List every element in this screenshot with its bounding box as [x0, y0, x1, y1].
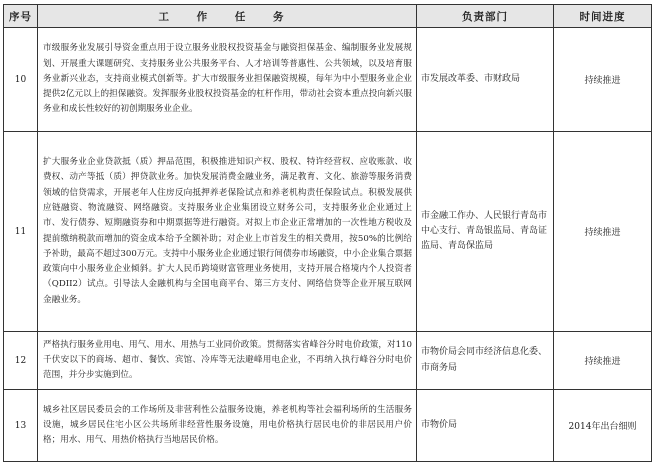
row-task: 严格执行服务业用电、用气、用水、用热与工业同价政策。贯彻落实省峰谷分时电价政策，对110千伏安以下的商场、超市、餐饮、宾馆、冷库等无法避峰用电企业，不再纳入执行峰谷分时电价范围，并分步实施到位。	[38, 332, 417, 390]
row-dept: 市物价局会同市经济信息化委、市商务局	[417, 332, 554, 390]
header-task: 工 作 任 务	[38, 5, 417, 28]
row-number: 13	[4, 390, 38, 462]
header-time: 时间进度	[554, 5, 652, 28]
header-no: 序号	[4, 5, 38, 28]
row-time: 2014年出台细则	[554, 390, 652, 462]
row-time: 持续推进	[554, 332, 652, 390]
row-dept: 市物价局	[417, 390, 554, 462]
row-dept: 市发展改革委、市财政局	[417, 28, 554, 132]
row-task: 城乡社区居民委员会的工作场所及非营利性公益服务设施，养老机构等社会福利场所的生活服务设施，城乡居民住宅小区公共场所非经营性服务设施，用电价格执行居民电价的非居民用户价格；用水、用气、用热价格执行当地居民价格。	[38, 390, 417, 462]
table-row	[4, 390, 652, 462]
row-task: 扩大服务业企业贷款抵（质）押品范围，积极推进知识产权、股权、特许经营权、应收账款、收费权、动产等抵（质）押贷款业务。加快发展消费金融业务，满足教育、文化、旅游等服务消费领域的信贷需求，开展老年人住房反向抵押养老保险试点和养老机构责任保险试点。积极发展供应链融资、物流融资、网络融资。支持服务业企业集团设立财务公司，支持服务业企业通过上市、发行债券、短期融资券和中期票据等进行融资。对拟上市企业正常增加的一次性地方税收及提前缴纳税款而增加的资金成本给予全额补助；对企业上市首发生的相关费用，按50%的比例给予补助，最高不超过300万元。支持中小服务业企业通过银行间债券市场融资，中小企业集合票据政策向中小服务业企业倾斜。扩大人民币跨境财富管理业务使用，支持开展合格境内个人投资者（QDII2）试点。引导法人金融机构与全国电商平台、第三方支付、网络信贷等企业开展互联网金融业务。	[38, 132, 417, 332]
table-header	[4, 5, 652, 28]
row-dept: 市金融工作办、人民银行青岛市中心支行、青岛银监局、青岛证监局、青岛保监局	[417, 132, 554, 332]
row-task: 市级服务业发展引导资金重点用于设立服务业股权投资基金与融资担保基金、编制服务业发展规划、开展重大课题研究、支持服务业公共服务平台、人才培训等普惠性、公共领域，以及培育服务业新兴业态，支持商业模式创新等。扩大市级服务业担保融资规模，每年为中小型服务业企业提供2亿元以上的担保融资。发挥服务业股权投资基金的杠杆作用，带动社会资本重点投向新兴服务业和成长性较好的初创期服务业企业。	[38, 28, 417, 132]
table-row	[4, 132, 652, 332]
table-row	[4, 332, 652, 390]
row-number: 12	[4, 332, 38, 390]
header-dept: 负责部门	[417, 5, 554, 28]
row-number: 11	[4, 132, 38, 332]
row-time: 持续推进	[554, 28, 652, 132]
table-row	[4, 28, 652, 132]
row-number: 10	[4, 28, 38, 132]
task-table	[3, 4, 652, 462]
row-time: 持续推进	[554, 132, 652, 332]
